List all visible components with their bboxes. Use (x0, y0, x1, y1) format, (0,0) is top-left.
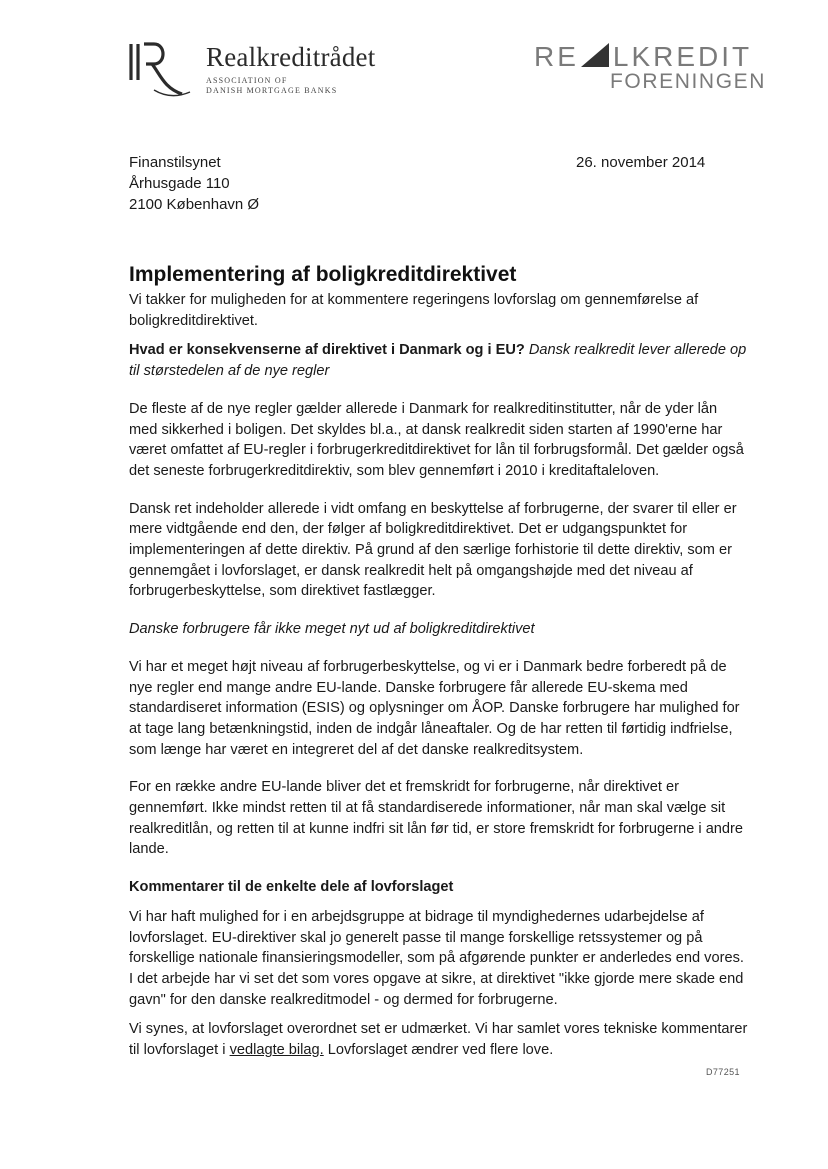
section3-paragraph2 (129, 1019, 749, 1060)
recipient-line1: Finanstilsynet (129, 154, 221, 171)
section3-paragraph1: Vi har haft mulighed for i en arbejdsgruppe at bidrage til myndighedernes udarbejdelse af lovforslaget. EU-direktiver skal jo generelt passe til mange forskellige retssystemer og på forskellige nationale finansieringsmodeller, som på afgørende punkter er anderledes end vores. I det arbejde har vi set det som vores opgave at sikre, at direktivet "ikke gjorde mere skade end gavn" for den danske realkreditmodel - og dermed for forbrugerne. (129, 908, 744, 1008)
logo-subtitle-line2: DANISH MORTGAGE BANKS (206, 86, 338, 95)
intro-paragraph: Vi takker for muligheden for at kommentere regeringens lovforslag om gennemførelse af boligkreditdirektivet. (129, 292, 699, 329)
realkreditforeningen-logo (534, 42, 774, 94)
section1-heading-italic: Dansk realkredit lever allerede op til størstedelen af de nye regler (129, 342, 747, 380)
section2-heading: Danske forbrugere får ikke meget nyt ud af boligkreditdirektivet (129, 621, 535, 638)
letter-body (129, 262, 749, 1061)
triangle-a-icon (579, 42, 613, 68)
section2-paragraph1: Vi har et meget højt niveau af forbrugerbeskyttelse, og vi er i Danmark bedre forberedt på de nye regler end mange andre EU-lande. Danske forbrugere får allerede EU-skema med standardiseret information (ESIS) og oplysninger om ÅOP. Danske forbrugere har mulighed for at tage lang betænkningstid, inden de indgår låneaftaler. Og de har retten til førtidig indfrielse, som længe har været en integreret del af det danske realkreditsystem. (129, 658, 740, 758)
recipient-line3: 2100 København Ø (129, 196, 260, 213)
section3-paragraph2-start: Vi synes, at lovforslaget overordnet set er udmærket. Vi har samlet vores tekniske kommentarer til lovforslaget i (129, 1021, 748, 1059)
section1-paragraph1: De fleste af de nye regler gælder allerede i Danmark for realkreditinstitutter, når de yder lån med sikkerhed i boligen. Det skyldes bl.a., at dansk realkredit siden starten af 1990'erne har været omfattet af EU-regler i forbrugerkreditdirektivet for lån til forbrugsformål. Det gælder også det seneste forbrugerkreditdirektiv, som blev gennemført i 2010 i kreditaftaleloven. (129, 400, 744, 479)
realkreditraadet-logo (124, 40, 394, 100)
realkreditraadet-monogram-icon (124, 40, 194, 98)
logo-rk-suffix: LKREDIT (612, 41, 753, 72)
letter-date: 26. november 2014 (576, 154, 706, 171)
section1-heading (129, 340, 749, 381)
logo-rk-line1 (534, 42, 752, 72)
logo-name: Realkreditrådet (206, 42, 376, 72)
section1-paragraph2: Dansk ret indeholder allerede i vidt omfang en beskyttelse af forbrugerne, der svarer til eller er mere vidtgående end den, der følger af boligkreditdirektivet. Det er udgangspunktet for implementeringen af dette direktiv. På grund af den særlige forhistorie til dette direktiv, som er gennemgået i lovforslaget, er dansk realkredit helt på omgangshøjde med det niveau af forbrugerbeskyttelse, som direktivet fastlægger. (129, 500, 737, 600)
logo-subtitle (206, 76, 337, 96)
section1-heading-bold: Hvad er konsekvenserne af direktivet i Danmark og i EU? (129, 342, 525, 359)
document-reference: D77251 (706, 1067, 740, 1077)
letter-title: Implementering af boligkreditdirektivet (129, 263, 517, 286)
section3-heading: Kommentarer til de enkelte dele af lovforslaget (129, 879, 454, 896)
logo-rk-line2: FORENINGEN (610, 70, 767, 93)
recipient-address (129, 152, 259, 215)
logo-subtitle-line1: ASSOCIATION OF (206, 76, 288, 85)
section2-paragraph2: For en række andre EU-lande bliver det et fremskridt for forbrugerne, når direktivet er gennemført. Ikke mindst retten til at få standardiserede informationer, når man skal vælge sit realkreditlån, og retten til at kunne indfri sit lån før tid, er store fremskridt for forbrugerne i andre lande. (129, 779, 744, 858)
recipient-line2: Århusgade 110 (129, 175, 230, 192)
attached-annex-link[interactable]: vedlagte bilag. (229, 1042, 324, 1059)
logo-rk-prefix: RE (534, 41, 579, 72)
section3-paragraph2-end: Lovforslaget ændrer ved flere love. (323, 1042, 554, 1059)
